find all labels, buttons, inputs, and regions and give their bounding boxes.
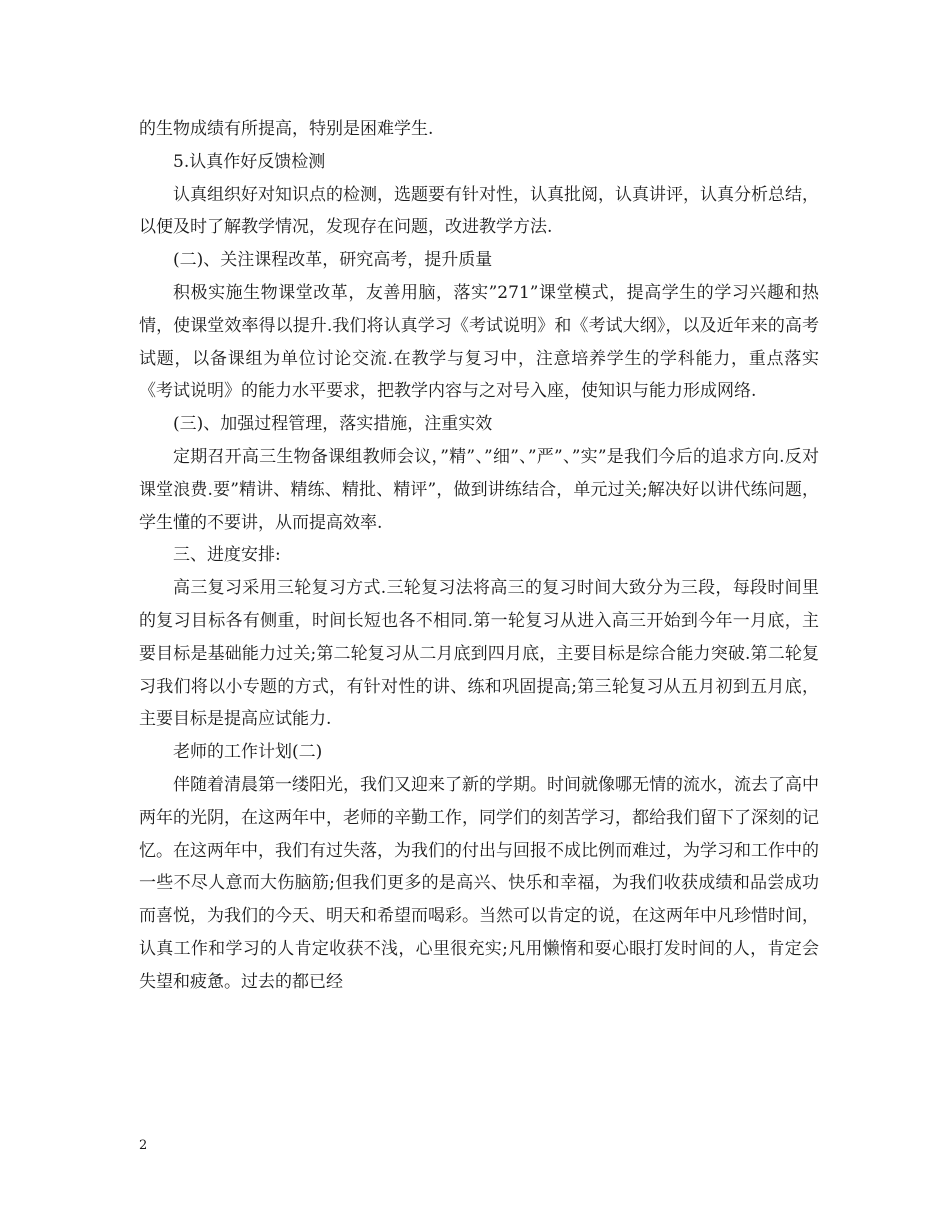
heading-work-plan-2: 老师的工作计划(二) — [173, 742, 323, 763]
paragraph-process-management: 定期召开高三生物备课组教师会议，”精”、”细”、”严”、”实”是我们今后的追求方向.反对课堂浪费.要”精讲、精练、精批、精评”，做到讲练结合，单元过关;解决好以讲代练问题，学生懂的不要讲，从而提高效率. — [139, 446, 819, 533]
heading-schedule: 三、进度安排: — [173, 545, 281, 566]
paragraph-curriculum-reform: 积极实施生物课堂改革，友善用脑，落实”271”课堂模式，提高学生的学习兴趣和热情，使课堂效率得以提升.我们将认真学习《考试说明》和《考试大纲》，以及近年来的高考试题，以备课组为单位讨论交流.在教学与复习中，注意培养学生的学科能力，重点落实《考试说明》的能力水平要求，把教学内容与之对号入座，使知识与能力形成网络. — [139, 282, 819, 402]
paragraph-feedback: 认真组织好对知识点的检测，选题要有针对性，认真批阅，认真讲评，认真分析总结，以便及时了解教学情况，发现存在问题，改进教学方法. — [139, 184, 819, 238]
heading-curriculum-reform: (二)、关注课程改革，研究高考，提升质量 — [173, 250, 493, 271]
document-body — [139, 113, 819, 999]
heading-feedback-check: 5.认真作好反馈检测 — [173, 151, 326, 172]
paragraph-1: 的生物成绩有所提高，特别是困难学生. — [139, 119, 434, 139]
paragraph-schedule: 高三复习采用三轮复习方式.三轮复习法将高三的复习时间大致分为三段，每段时间里的复习目标各有侧重，时间长短也各不相同.第一轮复习从进入高三开始到今年一月底，主要目标是基础能力过关;第二轮复习从二月底到四月底，主要目标是综合能力突破.第二轮复习我们将以小专题的方式，有针对性的讲、练和巩固提高;第三轮复习从五月初到五月底，主要目标是提高应试能力. — [139, 578, 819, 730]
heading-process-management: (三)、加强过程管理，落实措施，注重实效 — [173, 414, 493, 435]
paragraph-work-plan-2: 伴随着清晨第一缕阳光，我们又迎来了新的学期。时间就像哪无情的流水，流去了高中两年的光阴，在这两年中，老师的辛勤工作，同学们的刻苦学习，都给我们留下了深刻的记忆。在这两年中，我们有过失落，为我们的付出与回报不成比例而难过，为学习和工作中的一些不尽人意而大伤脑筋;但我们更多的是高兴、快乐和幸福，为我们收获成绩和品尝成功而喜悦，为我们的今天、明天和希望而喝彩。当然可以肯定的说，在这两年中凡珍惜时间，认真工作和学习的人肯定收获不浅，心里很充实;凡用懒惰和耍心眼打发时间的人，肯定会失望和疲惫。过去的都已经 — [139, 774, 819, 992]
page-number: 2 — [139, 1138, 148, 1153]
